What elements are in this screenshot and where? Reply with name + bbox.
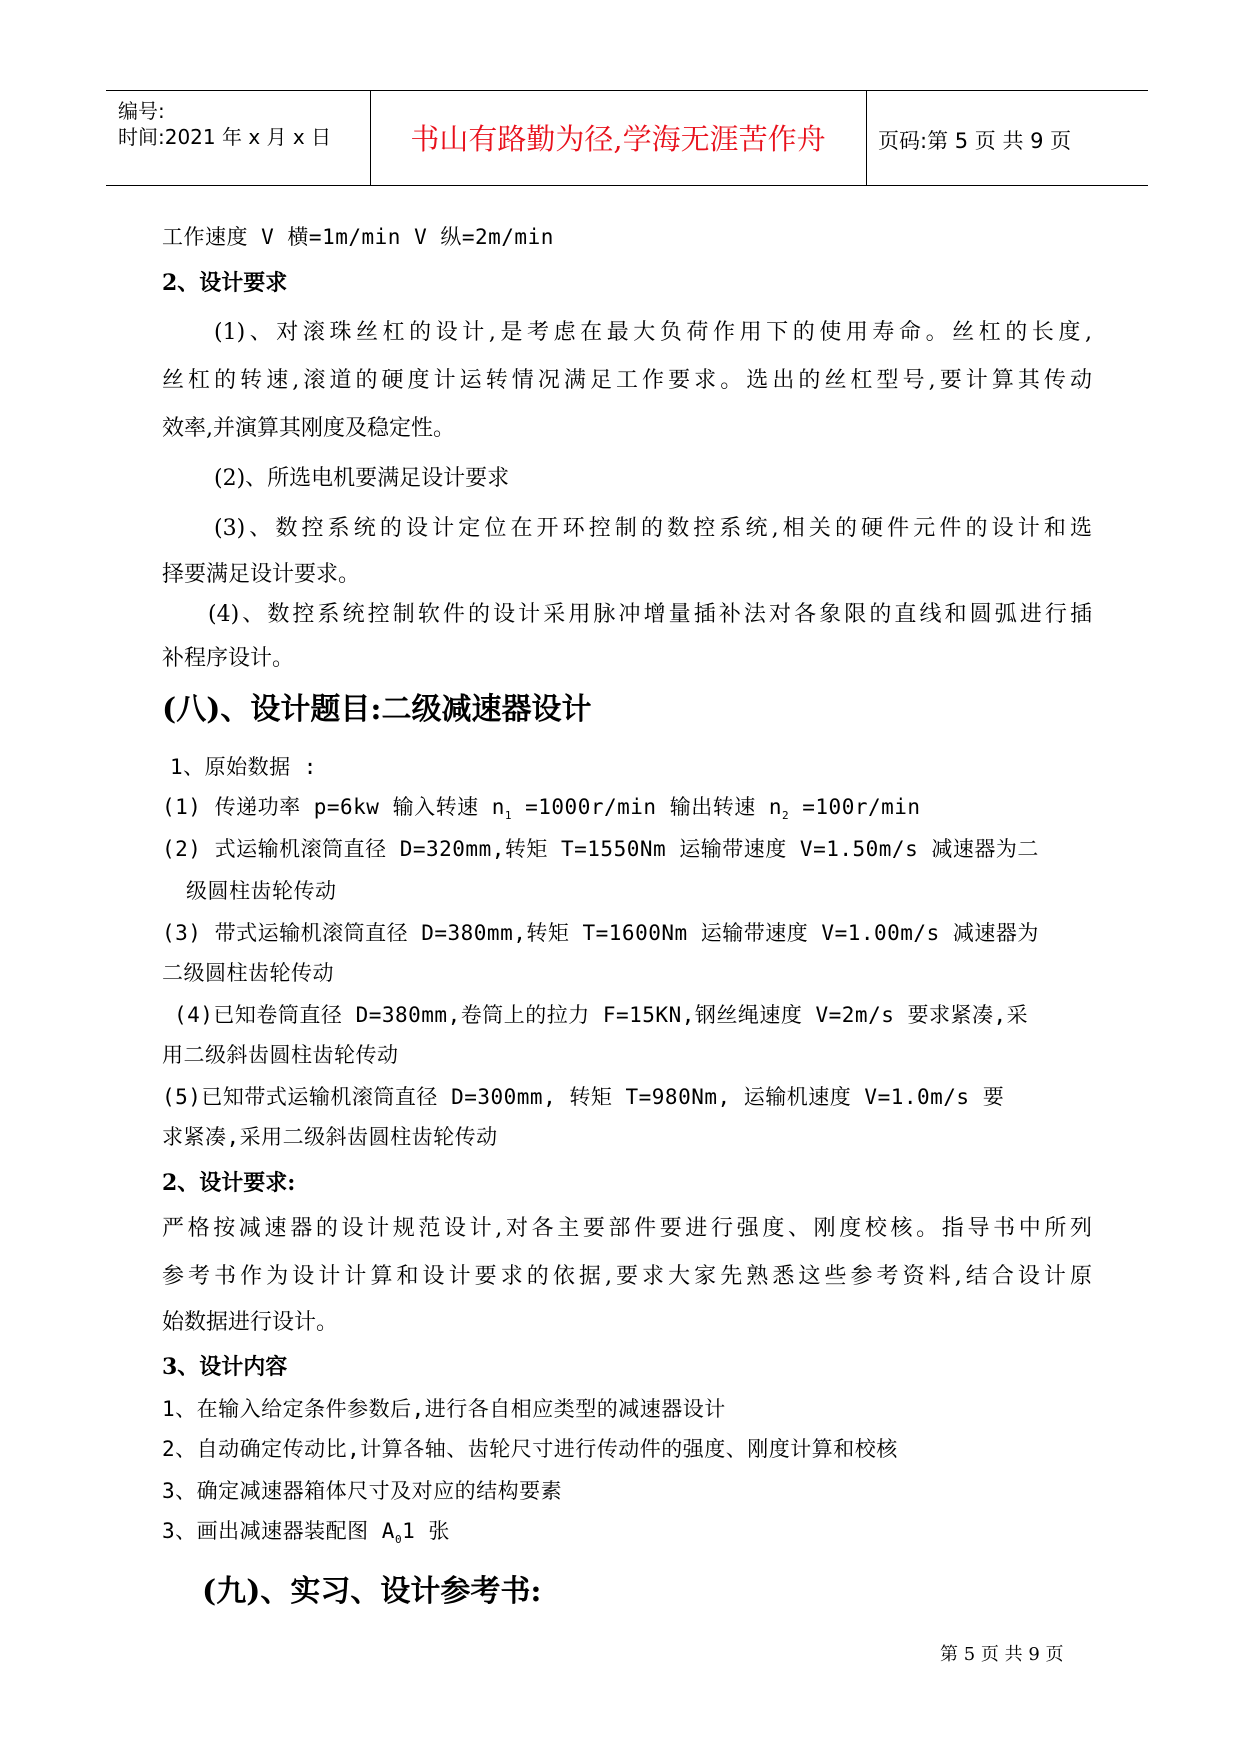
- requirement-4-line-2: 补程序设计。: [162, 646, 295, 671]
- serial-label: 编号:: [118, 99, 165, 123]
- design-content-item-4-part-a: 3、画出减速器装配图 A: [162, 1519, 395, 1543]
- raw-data-item-3-line-2: 二级圆柱齿轮传动: [162, 961, 334, 985]
- section-8-title: (八)、设计题目:二级减速器设计: [162, 692, 592, 727]
- header-time: 时间:2021 年 x 月 x 日: [118, 125, 332, 149]
- requirement-4-line-1: (4)、数控系统控制软件的设计采用脉冲增量插补法对各象限的直线和圆弧进行插: [208, 602, 1092, 627]
- header-page-info: 页码:第 5 页 共 9 页: [878, 129, 1072, 153]
- raw-data-item-3-line-1: (3) 带式运输机滚筒直径 D=380mm,转矩 T=1600Nm 运输带速度 V=1.00m/s 减速器为: [162, 921, 1039, 945]
- design-requirements-heading: 2、设计要求: [162, 270, 288, 296]
- section-9-title: (九)、实习、设计参考书:: [202, 1574, 542, 1609]
- raw-data-item-1-part-c: =100r/min: [789, 795, 921, 819]
- page-footer: 第 5 页 共 9 页: [940, 1644, 1064, 1665]
- raw-data-heading: 1、原始数据 :: [170, 755, 317, 779]
- design-content-item-4: [162, 1516, 1092, 1555]
- raw-data-item-4-line-2: 用二级斜齿圆柱齿轮传动: [162, 1043, 399, 1067]
- design-content-item-1: 1、在输入给定条件参数后,进行各自相应类型的减速器设计: [162, 1397, 726, 1421]
- header-motto: 书山有路勤为径,学海无涯苦作舟: [410, 122, 826, 156]
- design-content-item-4-part-b: 1 张: [402, 1519, 450, 1543]
- design-content-item-3: 3、确定减速器箱体尺寸及对应的结构要素: [162, 1479, 563, 1503]
- raw-data-item-5-line-1: (5)已知带式运输机滚筒直径 D=300mm, 转矩 T=980Nm, 运输机速度 V=1.0m/s 要: [162, 1085, 1005, 1109]
- design-requirements-2-heading: 2、设计要求:: [162, 1170, 296, 1196]
- raw-data-item-2-line-1: (2) 式运输机滚筒直径 D=320mm,转矩 T=1550Nm 运输带速度 V=1.50m/s 减速器为二: [162, 837, 1039, 861]
- design-requirements-2-line-2: 参考书作为设计计算和设计要求的依据,要求大家先熟悉这些参考资料,结合设计原: [162, 1264, 1092, 1289]
- subscript-2: 2: [782, 809, 790, 823]
- requirement-1-line-1: (1)、对滚珠丝杠的设计,是考虑在最大负荷作用下的使用寿命。丝杠的长度,: [214, 320, 1092, 345]
- page-header: [106, 90, 1148, 186]
- design-requirements-2-line-1: 严格按减速器的设计规范设计,对各主要部件要进行强度、刚度校核。指导书中所列: [162, 1216, 1092, 1241]
- subscript-1: 1: [504, 809, 512, 823]
- requirement-1-line-3: 效率,并演算其刚度及稳定性。: [162, 416, 455, 441]
- design-requirements-2-line-3: 始数据进行设计。: [162, 1310, 339, 1335]
- subscript-0: 0: [394, 1533, 403, 1547]
- raw-data-item-1-part-a: (1) 传递功率 p=6kw 输入转速 n: [162, 795, 505, 819]
- design-content-item-2: 2、自动确定传动比,计算各轴、齿轮尺寸进行传动件的强度、刚度计算和校核: [162, 1437, 898, 1461]
- header-middle-cell: [370, 91, 867, 185]
- raw-data-item-1: [162, 792, 1092, 831]
- raw-data-item-4-line-1: (4)已知卷筒直径 D=380mm,卷筒上的拉力 F=15KN,钢丝绳速度 V=2m/s 要求紧凑,采: [174, 1003, 1029, 1027]
- design-content-heading: 3、设计内容: [162, 1354, 288, 1380]
- requirement-2: (2)、所选电机要满足设计要求: [214, 466, 510, 491]
- requirement-3-line-1: (3)、数控系统的设计定位在开环控制的数控系统,相关的硬件元件的设计和选: [214, 516, 1092, 541]
- header-left-cell: [106, 91, 371, 185]
- requirement-3-line-2: 择要满足设计要求。: [162, 562, 361, 587]
- raw-data-item-1-part-b: =1000r/min 输出转速 n: [511, 795, 782, 819]
- raw-data-item-5-line-2: 求紧凑,采用二级斜齿圆柱齿轮传动: [162, 1125, 498, 1149]
- speed-line: 工作速度 V 横=1m/min V 纵=2m/min: [162, 225, 554, 249]
- header-right-cell: [866, 91, 1148, 185]
- requirement-1-line-2: 丝杠的转速,滚道的硬度计运转情况满足工作要求。选出的丝杠型号,要计算其传动: [162, 368, 1092, 393]
- raw-data-item-2-line-2: 级圆柱齿轮传动: [186, 879, 337, 903]
